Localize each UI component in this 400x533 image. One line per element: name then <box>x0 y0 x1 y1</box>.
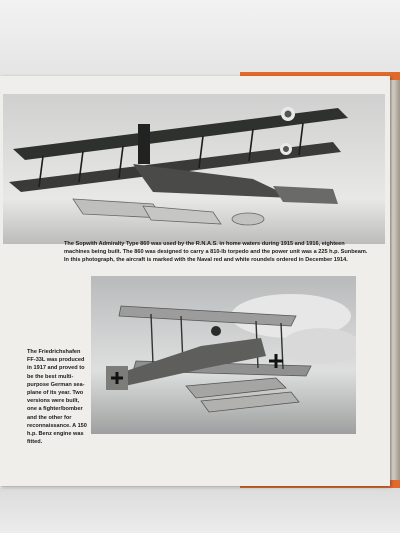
background-wall <box>0 0 400 80</box>
photo-sopwith-seaplane <box>3 94 385 244</box>
book-page <box>0 76 390 486</box>
caption-friedrichshafen: The Friedrichshafen FF-33L was produced in 1917 and proved to be the best multi-purpose German sea-plane of its year. Two versions were built, one a fighter/bomber and the other for reconnaissance. A 150 h.p. Benz engine was fitted. <box>27 349 87 446</box>
photo-friedrichshafen-seaplane <box>91 276 356 434</box>
caption-sopwith: The Sopwith Admiralty Type 860 was used by the R.N.A.S. in home waters during 1915 and 1916, eighteen machines being built. The 860 was designed to carry a 810-lb torpedo and the power unit was a 225 h.p. Sunbeam. In this photograph, the aircraft is marked with the Naval red and white roundels ordered in December 1914. <box>64 241 368 263</box>
table-surface <box>0 488 400 533</box>
